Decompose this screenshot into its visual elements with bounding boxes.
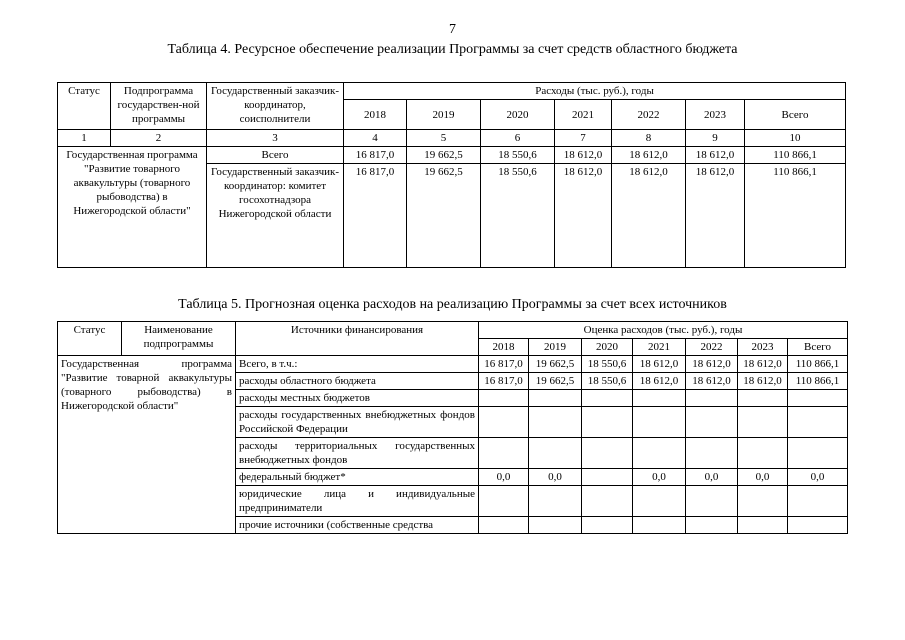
table4-title: Таблица 4. Ресурсное обеспечение реализации Программы за счет средств областного бюджета — [167, 42, 738, 57]
table5-cell — [529, 517, 582, 534]
table5-cell — [633, 517, 686, 534]
table5-cell — [633, 486, 686, 517]
table5-cell — [738, 517, 788, 534]
table5-cell — [788, 517, 848, 534]
table5-cell — [738, 390, 788, 407]
table5-year: 2020 — [582, 339, 633, 356]
table5-cell — [788, 438, 848, 469]
table5-cell: 19 662,5 — [529, 356, 582, 373]
table5-cell: 0,0 — [788, 469, 848, 486]
table5-cell — [788, 407, 848, 438]
table5-status: Государственная программа "Развитие товарной аквакультуры (товарного рыбоводства) в Нижегородской области" — [58, 356, 236, 534]
table5-cell — [738, 407, 788, 438]
table5-source: юридические лица и индивидуальные предприниматели — [236, 486, 479, 517]
table5-source: расходы местных бюджетов — [236, 390, 479, 407]
table5-cell — [582, 407, 633, 438]
table4-colnum: 8 — [612, 130, 686, 147]
table5-cell: 110 866,1 — [788, 373, 848, 390]
table4-cell: 18 550,6 — [481, 164, 555, 268]
table5-cell — [529, 390, 582, 407]
table5-cell — [686, 390, 738, 407]
table5-cell: 18 612,0 — [686, 356, 738, 373]
table4-header-customer: Государственный заказчик-координатор, соисполнители — [207, 83, 344, 130]
table5-header-row — [58, 322, 848, 339]
table5-cell: 0,0 — [479, 469, 529, 486]
page-bottom-mask — [0, 578, 905, 640]
table5-header-status: Статус — [58, 322, 122, 356]
table4-colnum: 10 — [745, 130, 846, 147]
table5-title: Таблица 5. Прогнозная оценка расходов на реализацию Программы за счет всех источников — [178, 297, 727, 312]
table4-cell: 110 866,1 — [745, 164, 846, 268]
table4-row-label: Всего — [207, 147, 344, 164]
table4-year: 2023 — [686, 100, 745, 130]
table5-source: Всего, в т.ч.: — [236, 356, 479, 373]
table4-colnum: 2 — [111, 130, 207, 147]
table5-cell: 18 612,0 — [738, 373, 788, 390]
table5-cell: 0,0 — [633, 469, 686, 486]
table4-colnum-row — [58, 130, 846, 147]
table5-year: 2021 — [633, 339, 686, 356]
table5-cell — [479, 438, 529, 469]
table4-header-status: Статус — [58, 83, 111, 130]
table5-cell: 18 550,6 — [582, 373, 633, 390]
table5-cell: 18 612,0 — [686, 373, 738, 390]
table5-cell — [633, 438, 686, 469]
table4-cell: 18 612,0 — [612, 164, 686, 268]
table5-cell — [633, 407, 686, 438]
table4-year: 2019 — [407, 100, 481, 130]
table4-cell: 18 612,0 — [612, 147, 686, 164]
table4-colnum: 4 — [344, 130, 407, 147]
table4-cell: 110 866,1 — [745, 147, 846, 164]
table5-cell — [686, 407, 738, 438]
table5-cell — [788, 390, 848, 407]
table-row — [58, 356, 848, 373]
table5 — [57, 321, 848, 534]
table5-cell — [582, 390, 633, 407]
table4-colnum: 6 — [481, 130, 555, 147]
table5-header-sources: Источники финансирования — [236, 322, 479, 356]
table4-header-subprogram: Подпрограмма государствен-ной программы — [111, 83, 207, 130]
table4-colnum: 9 — [686, 130, 745, 147]
table5-cell — [479, 486, 529, 517]
table4-cell: 19 662,5 — [407, 147, 481, 164]
table4-program-name: Государственная программа "Развитие товарного аквакультуры (товарного рыбоводства) в Нижегородской области" — [58, 147, 207, 268]
table5-cell: 18 550,6 — [582, 356, 633, 373]
table5-year: Всего — [788, 339, 848, 356]
table5-cell: 18 612,0 — [633, 373, 686, 390]
table4-cell: 18 612,0 — [686, 164, 745, 268]
table4-colnum: 5 — [407, 130, 481, 147]
table4-row-label: Государственный заказчик-координатор: комитет госохотнадзора Нижегородской области — [207, 164, 344, 268]
table5-cell — [582, 469, 633, 486]
table4-year: 2021 — [555, 100, 612, 130]
table4-year: Всего — [745, 100, 846, 130]
table5-cell — [479, 517, 529, 534]
table5-year: 2023 — [738, 339, 788, 356]
table5-cell: 16 817,0 — [479, 373, 529, 390]
table5-cell — [633, 390, 686, 407]
table4-year: 2022 — [612, 100, 686, 130]
table5-cell — [529, 486, 582, 517]
table4-header-expenses: Расходы (тыс. руб.), годы — [344, 83, 846, 100]
table5-header-estimate: Оценка расходов (тыс. руб.), годы — [479, 322, 848, 339]
page-number: 7 — [449, 22, 456, 37]
table4-cell: 18 612,0 — [555, 164, 612, 268]
table5-cell: 0,0 — [686, 469, 738, 486]
table5-cell — [582, 438, 633, 469]
table5-cell — [479, 407, 529, 438]
table5-cell — [788, 486, 848, 517]
table4-cell: 16 817,0 — [344, 147, 407, 164]
table5-year: 2019 — [529, 339, 582, 356]
table4-cell: 16 817,0 — [344, 164, 407, 268]
table5-source: прочие источники (собственные средства — [236, 517, 479, 534]
table5-cell — [582, 486, 633, 517]
table5-cell — [686, 517, 738, 534]
table5-cell — [479, 390, 529, 407]
table5-cell: 0,0 — [529, 469, 582, 486]
table4-cell: 18 550,6 — [481, 147, 555, 164]
table4-colnum: 3 — [207, 130, 344, 147]
table4 — [57, 82, 846, 268]
table5-cell: 18 612,0 — [633, 356, 686, 373]
table5-cell: 19 662,5 — [529, 373, 582, 390]
table4-year: 2020 — [481, 100, 555, 130]
table5-source: расходы территориальных государственных внебюджетных фондов — [236, 438, 479, 469]
table5-cell: 16 817,0 — [479, 356, 529, 373]
table5-cell — [582, 517, 633, 534]
table5-year: 2018 — [479, 339, 529, 356]
table4-header-row — [58, 83, 846, 100]
table5-source: федеральный бюджет* — [236, 469, 479, 486]
table4-colnum: 1 — [58, 130, 111, 147]
table5-header-subprogram: Наименование подпрограммы — [122, 322, 236, 356]
table5-source: расходы государственных внебюджетных фондов Российской Федерации — [236, 407, 479, 438]
table4-colnum: 7 — [555, 130, 612, 147]
table5-cell — [686, 438, 738, 469]
table5-cell — [686, 486, 738, 517]
table5-cell — [738, 486, 788, 517]
table-row — [58, 147, 846, 164]
table5-cell: 110 866,1 — [788, 356, 848, 373]
table4-cell: 18 612,0 — [555, 147, 612, 164]
table4-year: 2018 — [344, 100, 407, 130]
table5-year: 2022 — [686, 339, 738, 356]
table5-cell — [738, 438, 788, 469]
table4-cell: 18 612,0 — [686, 147, 745, 164]
table4-cell: 19 662,5 — [407, 164, 481, 268]
table5-cell: 18 612,0 — [738, 356, 788, 373]
table5-cell — [529, 407, 582, 438]
table5-cell — [529, 438, 582, 469]
table5-cell: 0,0 — [738, 469, 788, 486]
table5-source: расходы областного бюджета — [236, 373, 479, 390]
